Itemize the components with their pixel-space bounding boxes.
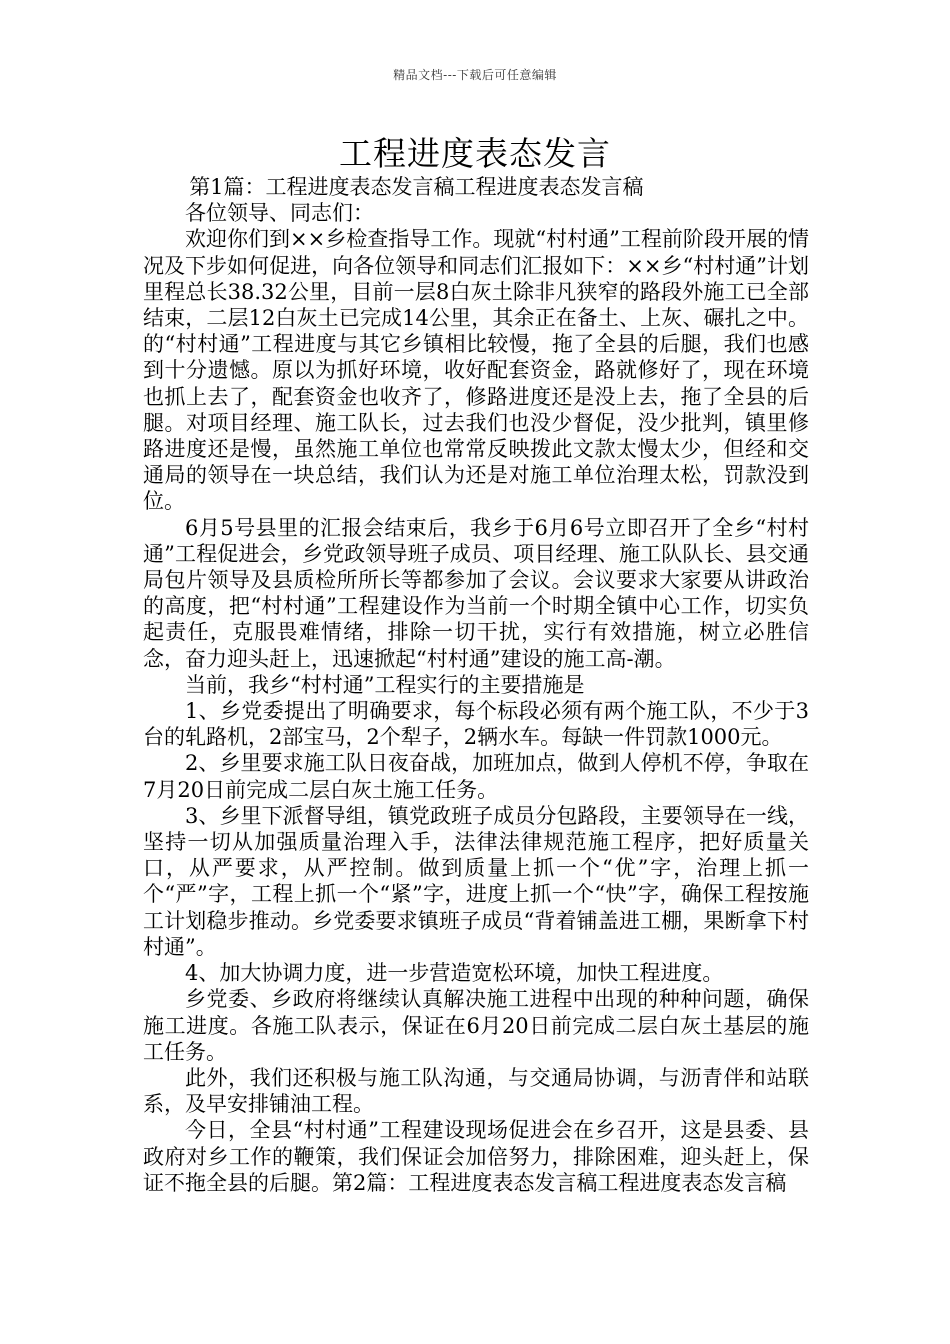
- page-header-note: 精品文档---下载后可任意编辑: [393, 68, 557, 82]
- body-paragraph: 乡党委、乡政府将继续认真解决施工进程中出现的种种问题，确保施工进度。各施工队表示，保证在6月20日前完成二层白灰土基层的施工任务。: [143, 987, 809, 1064]
- measure-item: 4、加大协调力度，进一步营造宽松环境，加快工程进度。: [185, 961, 724, 986]
- section-heading: 第1篇：工程进度表态发言稿工程进度表态发言稿: [189, 175, 644, 199]
- measure-item: 1、乡党委提出了明确要求，每个标段必须有两个施工队，不少于3台的轧路机，2部宝马，2个犁子，2辆水车。每缺一件罚款1000元。: [143, 699, 809, 750]
- measure-item: 2、乡里要求施工队日夜奋战，加班加点，做到人停机不停，争取在7月20日前完成二层白灰土施工任务。: [143, 751, 809, 802]
- salutation: 各位领导、同志们：: [185, 201, 374, 226]
- document-body: [143, 174, 809, 1196]
- body-paragraph: 6月5号县里的汇报会结束后，我乡于6月6号立即召开了全乡“村村通”工程促进会，乡党政领导班子成员、项目经理、施工队队长、县交通局包片领导及县质检所所长等都参加了会议。会议要求大家要从讲政治的高度，把“村村通”工程建设作为当前一个时期全镇中心工作，切实负起责任，克服畏难情绪，排除一切干扰，实行有效措施，树立必胜信念，奋力迎头赶上，迅速掀起“村村通”建设的施工高-潮。: [143, 515, 809, 671]
- measure-item: 3、乡里下派督导组，镇党政班子成员分包路段，主要领导在一线，坚持一切从加强质量治理入手，法律法律规范施工程序，把好质量关口，从严要求，从严控制。做到质量上抓一个“优”字，治理上抓一个“严”字，工程上抓一个“紧”字，进度上抓一个“快”字，确保工程按施工计划稳步推动。乡党委要求镇班子成员“背着铺盖进工棚，果断拿下村村通”。: [143, 803, 809, 959]
- body-paragraph: 当前，我乡“村村通”工程实行的主要措施是: [185, 672, 585, 697]
- body-paragraph: 此外，我们还积极与施工队沟通，与交通局协调，与沥青伴和站联系，及早安排铺油工程。: [143, 1065, 809, 1117]
- document-title: 工程进度表态发言: [339, 134, 611, 173]
- body-paragraph: 今日，全县“村村通”工程建设现场促进会在乡召开，这是县委、县政府对乡工作的鞭策，我们保证会加倍努力，排除困难，迎头赶上，保证不拖全县的后腿。第2篇：工程进度表态发言稿工程进度表态发言稿: [143, 1118, 809, 1195]
- body-paragraph: 欢迎你们到××乡检查指导工作。现就“村村通”工程前阶段开展的情况及下步如何促进，向各位领导和同志们汇报如下：××乡“村村通”计划里程总长38.32公里，目前一层8白灰土除非凡狭窄的路段外施工已全部结束，二层12白灰土已完成14公里，其余正在备土、上灰、碾扎之中。的“村村通”工程进度与其它乡镇相比较慢，拖了全县的后腿，我们也感到十分遗憾。原以为抓好环境，收好配套资金，路就修好了，现在环境也抓上去了，配套资金也收齐了，修路进度还是没上去，拖了全县的后腿。对项目经理、施工队长，过去我们也没少督促，没少批判，镇里修路进度还是慢，虽然施工单位也常常反映拨此文款太慢太少，但经和交通局的领导在一块总结，我们认为还是对施工单位治理太松，罚款没到位。: [143, 227, 809, 514]
